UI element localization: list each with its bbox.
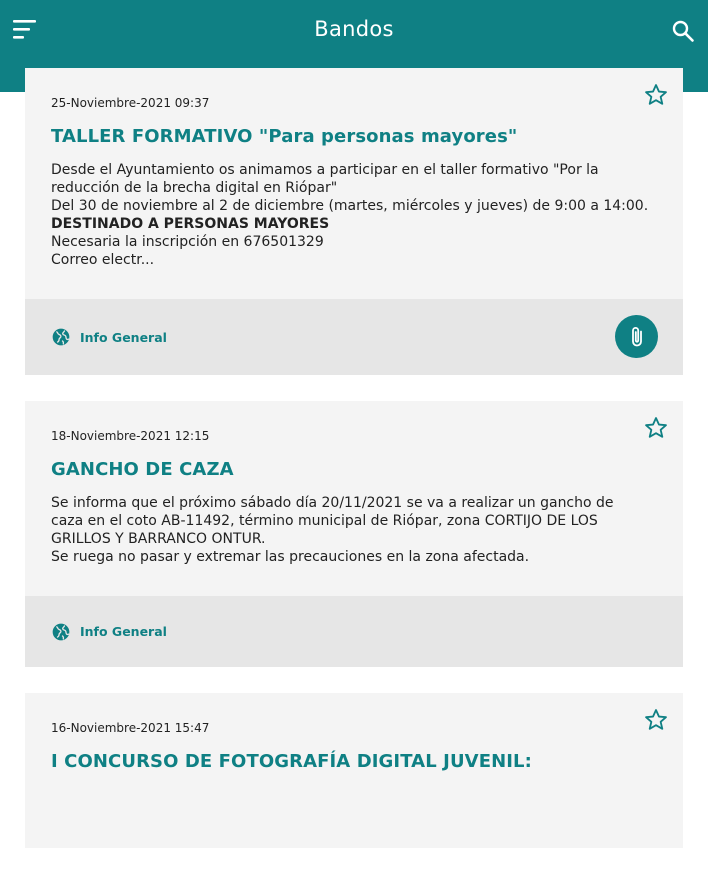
bando-title[interactable]: I CONCURSO DE FOTOGRAFÍA DIGITAL JUVENIL:: [51, 751, 532, 772]
category-label: Info General: [80, 624, 167, 639]
paperclip-icon: [625, 325, 649, 349]
bando-card[interactable]: [25, 693, 683, 848]
bando-description: [51, 161, 657, 269]
star-outline-icon[interactable]: [643, 82, 669, 108]
description-line: Se informa que el próximo sábado día 20/11/2021 se va a realizar un gancho de: [51, 495, 614, 511]
bando-card[interactable]: [25, 68, 683, 375]
bando-title[interactable]: GANCHO DE CAZA: [51, 459, 234, 480]
description-line: Necesaria la inscripción en 676501329: [51, 234, 324, 250]
bando-date: 18-Noviembre-2021 12:15: [51, 429, 210, 443]
category-label: Info General: [80, 329, 167, 345]
bando-card-body[interactable]: [25, 693, 683, 848]
bando-description: [51, 494, 657, 566]
bando-date: 16-Noviembre-2021 15:47: [51, 721, 210, 735]
bando-card[interactable]: [25, 401, 683, 667]
attachment-button[interactable]: [615, 315, 658, 358]
bando-card-body[interactable]: [25, 401, 683, 596]
bando-title[interactable]: TALLER FORMATIVO "Para personas mayores": [51, 126, 518, 147]
description-line: Desde el Ayuntamiento os animamos a participar en el taller formativo "Por la: [51, 162, 599, 178]
bando-card-footer: [25, 299, 683, 375]
description-line: GRILLOS Y BARRANCO ONTUR.: [51, 531, 266, 547]
description-line: Del 30 de noviembre al 2 de diciembre (martes, miércoles y jueves) de 9:00 a 14:00.: [51, 198, 649, 214]
category-info-general[interactable]: [51, 622, 167, 642]
globe-icon: [51, 327, 71, 347]
description-line: DESTINADO A PERSONAS MAYORES: [51, 216, 330, 232]
description-line: Correo electr...: [51, 252, 155, 268]
search-icon[interactable]: [671, 19, 695, 43]
description-line: Se ruega no pasar y extremar las precauciones en la zona afectada.: [51, 549, 530, 565]
description-line: reducción de la brecha digital en Riópar": [51, 180, 338, 196]
bando-card-body[interactable]: [25, 68, 683, 299]
star-outline-icon[interactable]: [643, 415, 669, 441]
star-outline-icon[interactable]: [643, 707, 669, 733]
bando-card-footer: [25, 596, 683, 667]
page-title: Bandos: [314, 17, 394, 41]
bandos-list: [25, 68, 683, 874]
globe-icon: [51, 622, 71, 642]
category-info-general[interactable]: [51, 327, 167, 347]
bando-date: 25-Noviembre-2021 09:37: [51, 96, 210, 110]
description-line: caza en el coto AB-11492, término municipal de Riópar, zona CORTIJO DE LOS: [51, 513, 598, 529]
